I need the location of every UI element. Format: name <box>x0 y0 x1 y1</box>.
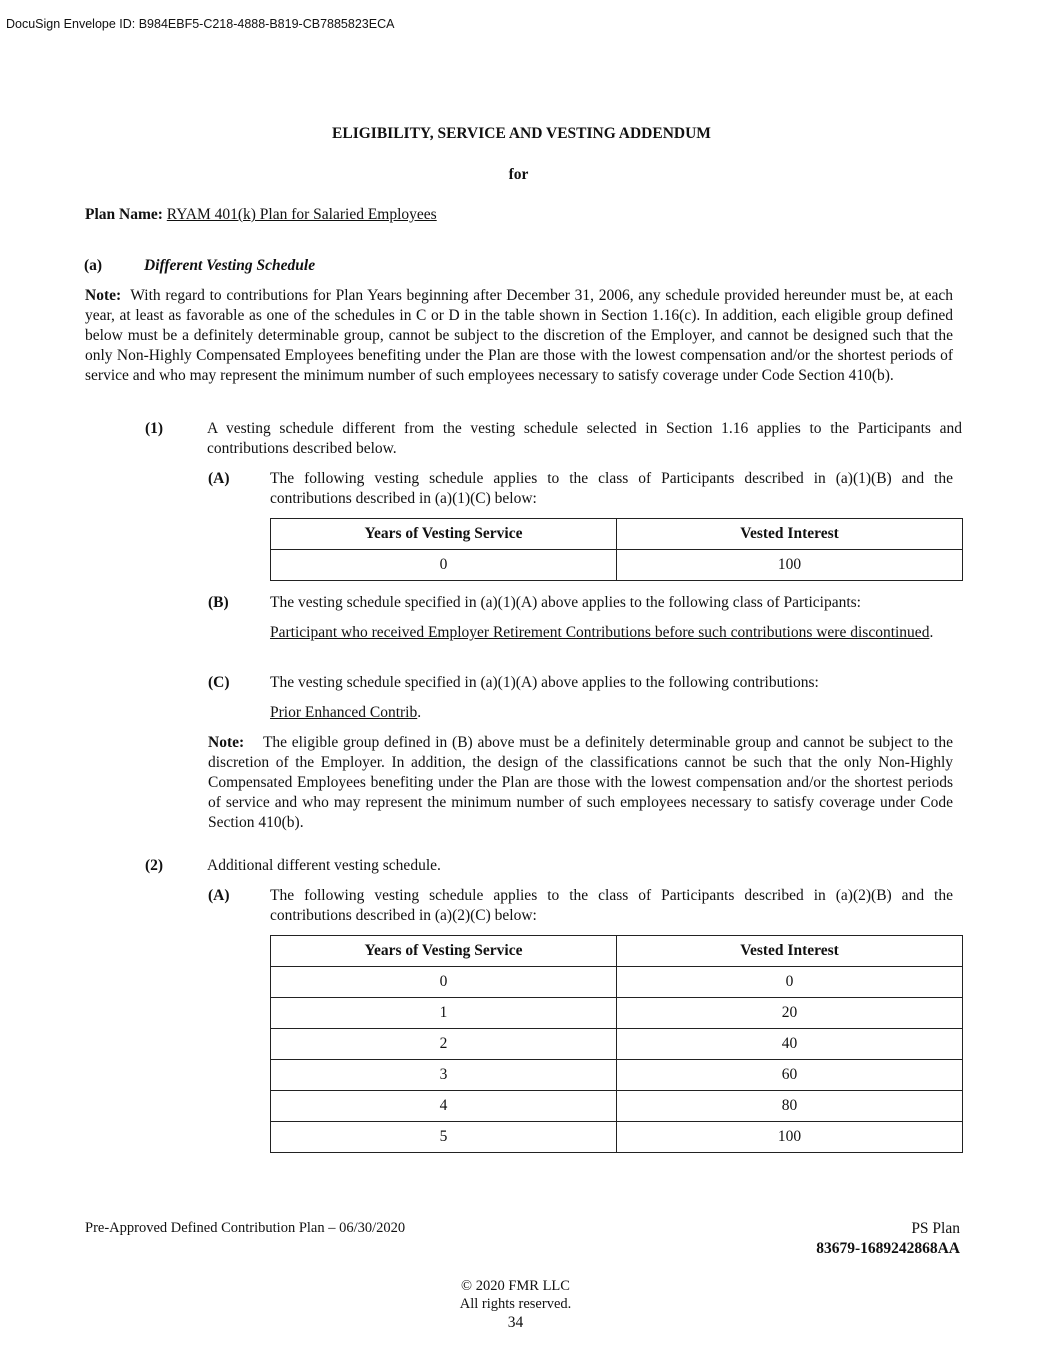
years-cell: 2 <box>271 1029 617 1060</box>
header-years: Years of Vesting Service <box>271 519 617 550</box>
vesting-table-1 <box>270 518 963 581</box>
item-2-label: (2) <box>145 857 164 874</box>
years-cell: 5 <box>271 1122 617 1153</box>
item-1c-value: Prior Enhanced Contrib <box>270 704 418 721</box>
footer-plan-number: 83679-1689242868AA <box>816 1240 960 1257</box>
item-2a-label: (A) <box>208 887 230 904</box>
years-cell: 3 <box>271 1060 617 1091</box>
vested-cell: 20 <box>617 998 963 1029</box>
item-1a-text: The following vesting schedule applies to the class of Participants described in (a)(1)(B) and the contributions described in (a)(1)(C) below: <box>270 470 953 507</box>
item-1b-label: (B) <box>208 594 229 611</box>
note-text: With regard to contributions for Plan Years beginning after December 31, 2006, any schedule provided hereunder must be, at each year, at least as favorable as one of the schedules in C or D in the table shown in Section 1.16(c). In addition, each eligible group defined below must be a definitely determinable group, cannot be subject to the discretion of the Employer, and cannot be designed such that the only Non-Highly Compensated Employees benefiting under the Plan are those with the lowest compensation and/or the shortest periods of service and who may represent the minimum number of such employees necessary to satisfy coverage under Code Section 410(b). <box>85 287 953 384</box>
footer-copyright: © 2020 FMR LLC <box>461 1278 570 1294</box>
section-a-note <box>85 286 953 386</box>
item-1-text: A vesting schedule different from the vesting schedule selected in Section 1.16 applies to the Participants and contributions described below. <box>207 420 962 457</box>
years-cell: 1 <box>271 998 617 1029</box>
item-1c-label: (C) <box>208 674 230 691</box>
item-1b-value-line <box>270 623 957 643</box>
footer-plan-id <box>816 1219 960 1259</box>
item-2-text: Additional different vesting schedule. <box>207 857 441 874</box>
note-label: Note: <box>208 734 245 751</box>
years-cell: 0 <box>271 967 617 998</box>
item-1-note <box>208 733 953 833</box>
table-header-row <box>271 519 963 550</box>
envelope-id: DocuSign Envelope ID: B984EBF5-C218-4888-B819-CB7885823ECA <box>6 17 395 31</box>
note-label: Note: <box>85 287 122 304</box>
header-vested: Vested Interest <box>617 936 963 967</box>
table-row <box>271 1029 963 1060</box>
item-1c-value-line <box>270 703 953 723</box>
table-row <box>271 967 963 998</box>
document-title: ELIGIBILITY, SERVICE AND VESTING ADDENDUM <box>332 125 711 142</box>
plan-name-value: RYAM 401(k) Plan for Salaried Employees <box>166 206 437 223</box>
table-row <box>271 1091 963 1122</box>
table-header-row <box>271 936 963 967</box>
item-1-label: (1) <box>145 420 164 437</box>
header-years: Years of Vesting Service <box>271 936 617 967</box>
section-a-heading <box>84 256 315 276</box>
note-text: The eligible group defined in (B) above must be a definitely determinable group and cannot be subject to the discretion of the Employer. In addition, the design of the classifications cannot be such that the only Non-Highly Compensated Employees benefiting under the Plan are those with the lowest compensation and/or the shortest periods of service and who may represent the minimum number of such employees necessary to satisfy coverage under Code Section 410(b). <box>208 734 953 831</box>
table-row <box>271 550 963 581</box>
plan-name-line <box>85 205 437 225</box>
item-1b-suffix: . <box>929 624 934 641</box>
footer-rights: All rights reserved. <box>459 1296 572 1312</box>
item-1c-text: The vesting schedule specified in (a)(1)(A) above applies to the following contributions: <box>270 674 819 691</box>
item-2a-text: The following vesting schedule applies to the class of Participants described in (a)(2)(B) and the contributions described in (a)(2)(C) below: <box>270 887 953 924</box>
for-label: for <box>508 166 529 183</box>
item-1a-label: (A) <box>208 470 230 487</box>
header-vested: Vested Interest <box>617 519 963 550</box>
section-a-label: (a) <box>84 257 103 274</box>
plan-name-label: Plan Name: <box>85 206 163 223</box>
vested-cell: 100 <box>617 550 963 581</box>
vested-cell: 0 <box>617 967 963 998</box>
item-1b-text: The vesting schedule specified in (a)(1)(A) above applies to the following class of Participants: <box>270 594 861 611</box>
vesting-table-2 <box>270 935 963 1153</box>
table-row <box>271 1122 963 1153</box>
vested-cell: 60 <box>617 1060 963 1091</box>
vested-cell: 100 <box>617 1122 963 1153</box>
item-1b-value: Participant who received Employer Retirement Contributions before such contributions were discontinued <box>270 624 930 641</box>
section-a-title: Different Vesting Schedule <box>144 257 316 274</box>
table-row <box>271 998 963 1029</box>
footer-plan-type: PS Plan <box>911 1220 960 1237</box>
footer-plan-date: Pre-Approved Defined Contribution Plan – 06/30/2020 <box>85 1220 406 1236</box>
years-cell: 4 <box>271 1091 617 1122</box>
item-1c-suffix: . <box>417 704 422 721</box>
page-number: 34 <box>507 1314 524 1331</box>
years-cell: 0 <box>271 550 617 581</box>
footer-copyright-block <box>0 1277 1031 1333</box>
vested-cell: 40 <box>617 1029 963 1060</box>
vested-cell: 80 <box>617 1091 963 1122</box>
table-row <box>271 1060 963 1091</box>
